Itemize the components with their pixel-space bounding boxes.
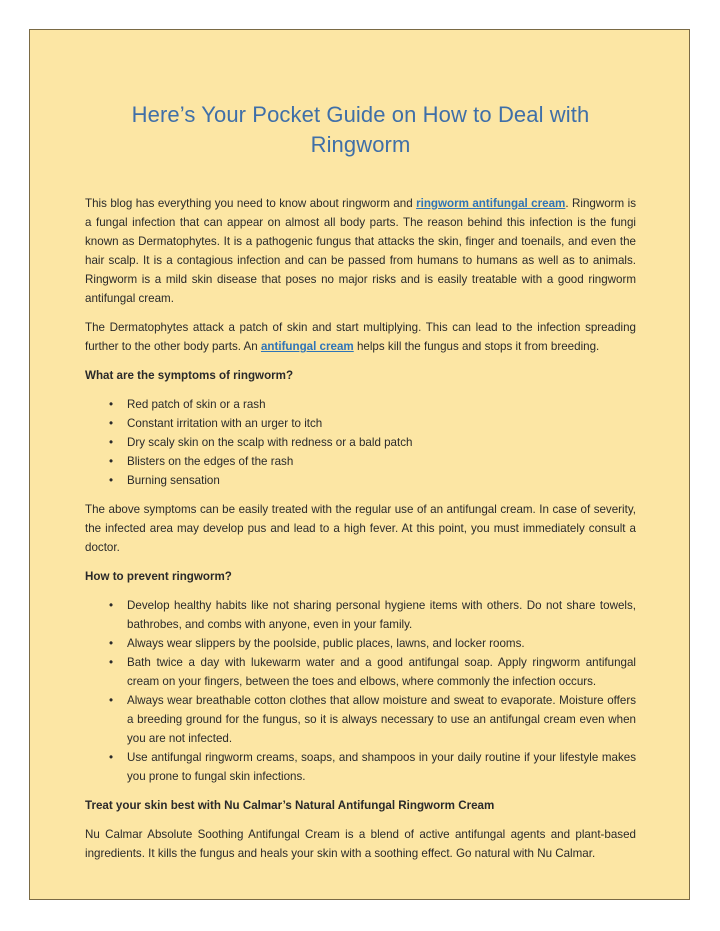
- list-item-text: Blisters on the edges of the rash: [127, 455, 294, 468]
- list-item-text: Constant irritation with an urger to itch: [127, 417, 323, 430]
- list-item: [85, 433, 636, 452]
- para2-text-before: The Dermatophytes attack a patch of skin and start multiplying. This can lead to the infection spreading further to the other body parts. An: [85, 321, 636, 353]
- intro-paragraph: [85, 194, 636, 308]
- bullet-icon: •: [108, 455, 114, 468]
- page-title: Here’s Your Pocket Guide on How to Deal with Ringworm: [131, 102, 590, 157]
- intro-text-before: This blog has everything you need to know about ringworm and: [85, 197, 417, 210]
- list-item-text: Always wear slippers by the poolside, public places, lawns, and locker rooms.: [127, 637, 525, 650]
- para2-text-after: helps kill the fungus and stops it from breeding.: [353, 340, 600, 353]
- prevent-heading: How to prevent ringworm?: [85, 570, 232, 583]
- bullet-icon: •: [108, 599, 114, 612]
- list-item: [85, 471, 636, 490]
- list-item-text: Dry scaly skin on the scalp with redness or a bald patch: [127, 436, 413, 449]
- list-item: [85, 634, 636, 653]
- severity-paragraph: The above symptoms can be easily treated with the regular use of an antifungal cream. In case of severity, the infected area may develop pus and lead to a high fever. At this point, you must immediately consult a doctor.: [85, 503, 636, 554]
- list-item-text: Red patch of skin or a rash: [127, 398, 266, 411]
- dermatophytes-paragraph: [85, 318, 636, 356]
- list-item: [85, 395, 636, 414]
- document-page: [29, 29, 690, 900]
- list-item-text: Always wear breathable cotton clothes that allow moisture and sweat to evaporate. Moisture offers a breeding ground for the fungus, so it is always necessary to use an antifungal cream even when you are not infected.: [127, 694, 636, 745]
- list-item-text: Develop healthy habits like not sharing personal hygiene items with others. Do not share towels, bathrobes, and combs with anyone, even in your family.: [127, 599, 636, 631]
- ringworm-antifungal-cream-link[interactable]: ringworm antifungal cream: [416, 197, 566, 210]
- bullet-icon: •: [108, 398, 114, 411]
- bullet-icon: •: [108, 694, 114, 707]
- antifungal-cream-link[interactable]: antifungal cream: [260, 340, 354, 353]
- intro-text-after: . Ringworm is a fungal infection that can appear on almost all body parts. The reason behind this infection is the fungi known as Dermatophytes. It is a pathogenic fungus that attacks the skin, finger and toenails, and even the hair scalp. It is a contagious infection and can be passed from humans to humans as well as to animals. Ringworm is a mild skin disease that poses no major risks and is easily treatable with a good ringworm antifungal cream.: [85, 197, 636, 305]
- list-item-text: Burning sensation: [127, 474, 220, 487]
- bullet-icon: •: [108, 436, 114, 449]
- document-content: [85, 100, 636, 873]
- list-item-text: Bath twice a day with lukewarm water and a good antifungal soap. Apply ringworm antifungal cream on your fingers, between the toes and elbows, where commonly the infection occurs.: [127, 656, 636, 688]
- symptoms-list: [85, 395, 636, 490]
- bullet-icon: •: [108, 656, 114, 669]
- list-item-text: Use antifungal ringworm creams, soaps, and shampoos in your daily routine if your lifestyle makes you prone to fungal skin infections.: [127, 751, 636, 783]
- list-item: [85, 691, 636, 748]
- list-item: [85, 452, 636, 471]
- bullet-icon: •: [108, 751, 114, 764]
- prevention-list: [85, 596, 636, 786]
- list-item: [85, 596, 636, 634]
- list-item: [85, 653, 636, 691]
- list-item: [85, 414, 636, 433]
- bullet-icon: •: [108, 417, 114, 430]
- treat-heading: Treat your skin best with Nu Calmar’s Natural Antifungal Ringworm Cream: [85, 799, 495, 812]
- bullet-icon: •: [108, 474, 114, 487]
- symptoms-heading: What are the symptoms of ringworm?: [85, 369, 294, 382]
- treat-paragraph: Nu Calmar Absolute Soothing Antifungal Cream is a blend of active antifungal agents and plant-based ingredients. It kills the fungus and heals your skin with a soothing effect. Go natural with Nu Calmar.: [85, 828, 636, 860]
- bullet-icon: •: [108, 637, 114, 650]
- list-item: [85, 748, 636, 786]
